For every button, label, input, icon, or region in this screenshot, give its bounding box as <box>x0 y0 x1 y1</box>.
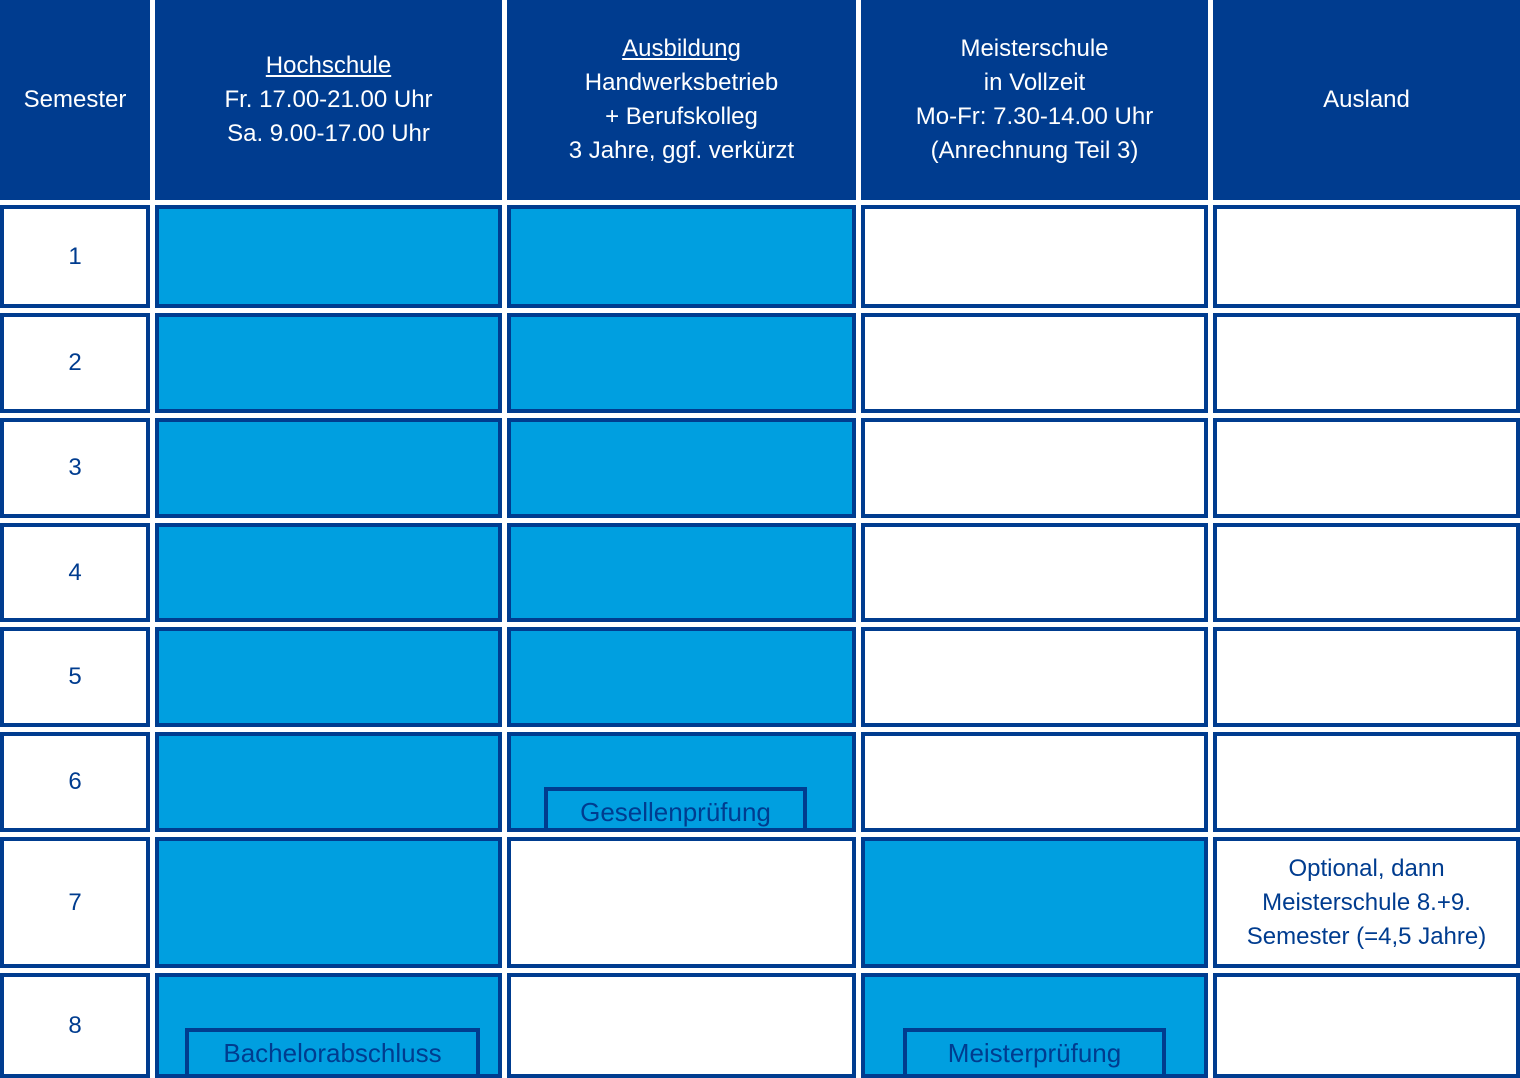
semester-number: 1 <box>68 242 82 270</box>
semester-number: 2 <box>68 349 82 376</box>
ausbildung-cell <box>507 418 856 518</box>
semester-number: 7 <box>68 888 82 916</box>
header-ausbildung <box>507 0 856 200</box>
meisterschule-cell <box>861 313 1208 413</box>
semester-cell <box>0 205 150 308</box>
bachelorabschluss-label: Bachelorabschluss <box>223 1038 442 1068</box>
meisterschule-cell <box>861 837 1208 968</box>
hochschule-cell <box>155 523 502 622</box>
ausland-cell <box>1213 523 1520 622</box>
header-meisterschule-line3: Mo-Fr: 7.30-14.00 Uhr <box>915 103 1154 130</box>
header-hochschule-line2: Sa. 9.00-17.00 Uhr <box>227 120 430 147</box>
meisterschule-cell <box>861 523 1208 622</box>
header-meisterschule-line1: Meisterschule <box>960 35 1109 62</box>
ausbildung-cell <box>507 205 856 308</box>
ausbildung-cell <box>507 837 856 968</box>
header-ausland-label: Ausland <box>1323 86 1410 113</box>
ausland-cell <box>1213 732 1520 832</box>
hochschule-cell <box>155 732 502 832</box>
ausbildung-cell <box>507 973 856 1078</box>
header-hochschule <box>155 0 502 200</box>
meisterschule-cell <box>861 732 1208 832</box>
semester-number: 6 <box>68 768 82 795</box>
bachelorabschluss-milestone <box>185 1028 480 1078</box>
semester-cell <box>0 418 150 518</box>
hochschule-cell <box>155 418 502 518</box>
meisterschule-cell <box>861 418 1208 518</box>
header-semester <box>0 0 150 200</box>
meisterschule-cell <box>861 627 1208 727</box>
header-ausland <box>1213 0 1520 200</box>
hochschule-cell <box>155 205 502 308</box>
header-meisterschule-line2: in Vollzeit <box>983 69 1086 96</box>
header-ausbildung-title: Ausbildung <box>622 35 741 62</box>
semester-number: 5 <box>68 663 82 690</box>
hochschule-cell <box>155 837 502 968</box>
header-hochschule-line1: Fr. 17.00-21.00 Uhr <box>224 86 433 113</box>
hochschule-cell <box>155 313 502 413</box>
ausbildung-cell <box>507 523 856 622</box>
ausbildung-cell <box>507 313 856 413</box>
header-ausbildung-line3: 3 Jahre, ggf. verkürzt <box>568 137 795 164</box>
meisterpruefung-label: Meisterprüfung <box>947 1038 1122 1068</box>
header-hochschule-title: Hochschule <box>265 52 392 79</box>
semester-cell <box>0 973 150 1078</box>
semester-cell <box>0 732 150 832</box>
meisterschule-cell <box>861 205 1208 308</box>
ausland-note-cell <box>1213 837 1520 968</box>
ausland-cell <box>1213 418 1520 518</box>
meisterpruefung-milestone <box>903 1028 1166 1078</box>
ausbildung-cell <box>507 627 856 727</box>
header-semester-label: Semester <box>23 86 127 113</box>
ausland-cell <box>1213 973 1520 1078</box>
gesellenpruefung-milestone <box>544 787 807 832</box>
semester-number: 3 <box>68 454 82 481</box>
semester-number: 4 <box>68 558 82 586</box>
header-ausbildung-line2: + Berufskolleg <box>605 103 758 130</box>
semester-cell <box>0 523 150 622</box>
ausland-note-line2: Meisterschule 8.+9. <box>1262 888 1471 916</box>
semester-number: 8 <box>68 1011 82 1039</box>
semester-cell <box>0 313 150 413</box>
header-meisterschule <box>861 0 1208 200</box>
ausland-note-line1: Optional, dann <box>1288 854 1445 882</box>
ausland-cell <box>1213 205 1520 308</box>
header-meisterschule-line4: (Anrechnung Teil 3) <box>930 137 1139 164</box>
gesellenpruefung-label: Gesellenprüfung <box>580 797 771 827</box>
ausland-cell <box>1213 627 1520 727</box>
semester-cell <box>0 627 150 727</box>
hochschule-cell <box>155 627 502 727</box>
header-ausbildung-line1: Handwerksbetrieb <box>584 69 779 96</box>
ausland-note-line3: Semester (=4,5 Jahre) <box>1246 922 1487 950</box>
ausland-cell <box>1213 313 1520 413</box>
semester-cell <box>0 837 150 968</box>
